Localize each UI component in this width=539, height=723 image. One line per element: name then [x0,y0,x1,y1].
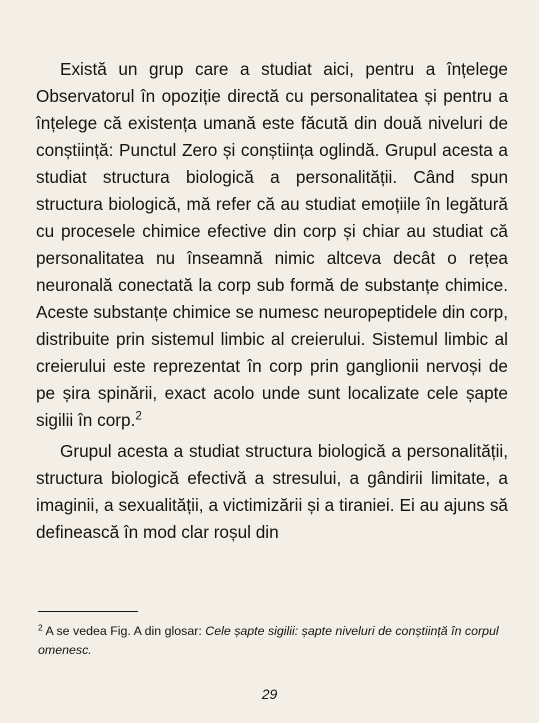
page-number: 29 [261,686,278,702]
footnote-italic-text: Cele șapte sigilii: șapte niveluri de conștiință în corpul omenesc. [38,624,499,657]
paragraph-1-text: Există un grup care a studiat aici, pentru a înțelege Observatorul în opoziție directă cu personalitatea și pentru a înțelege că existența umană este făcută din două niveluri de conștiință: Punctul Zero și conștiința oglindă. Grupul acesta a studiat structura biologică a personalității. Când spun structura biologică, mă refer că au studiat emoțiile în legătură cu procesele chimice efective din corp și chiar au studiat că personalitatea nu înseamnă nimic altceva decât o rețea neuronală conectată la corp sub formă de substanțe chimice. Aceste substanțe chimice se numesc neuropeptidele din corp, distribuite prin sistemul limbic al creierului. Sistemul limbic al creierului este reprezentat în corp prin ganglionii nervoși de pe șira spinării, exact acolo unde sunt localizate cele șapte sigilii în corp. [36,59,508,430]
paragraph-2-text: Grupul acesta a studiat structura biologică a personalității, structura biologică efectivă a stresului, a gândirii limitate, a imaginii, a sexualității, a victimizării și a tiraniei. Ei au ajuns să definească în mod clar roșul din [36,441,508,542]
body-text [36,56,508,546]
paragraph-2 [36,438,508,546]
paragraph-1 [36,56,508,434]
footnote-prefix: A se vedea Fig. A din glosar: [45,624,206,638]
footnote-divider [38,611,138,612]
footnote-reference: 2 [135,409,142,423]
footnote [38,622,508,660]
footnote-number: 2 [38,622,43,633]
